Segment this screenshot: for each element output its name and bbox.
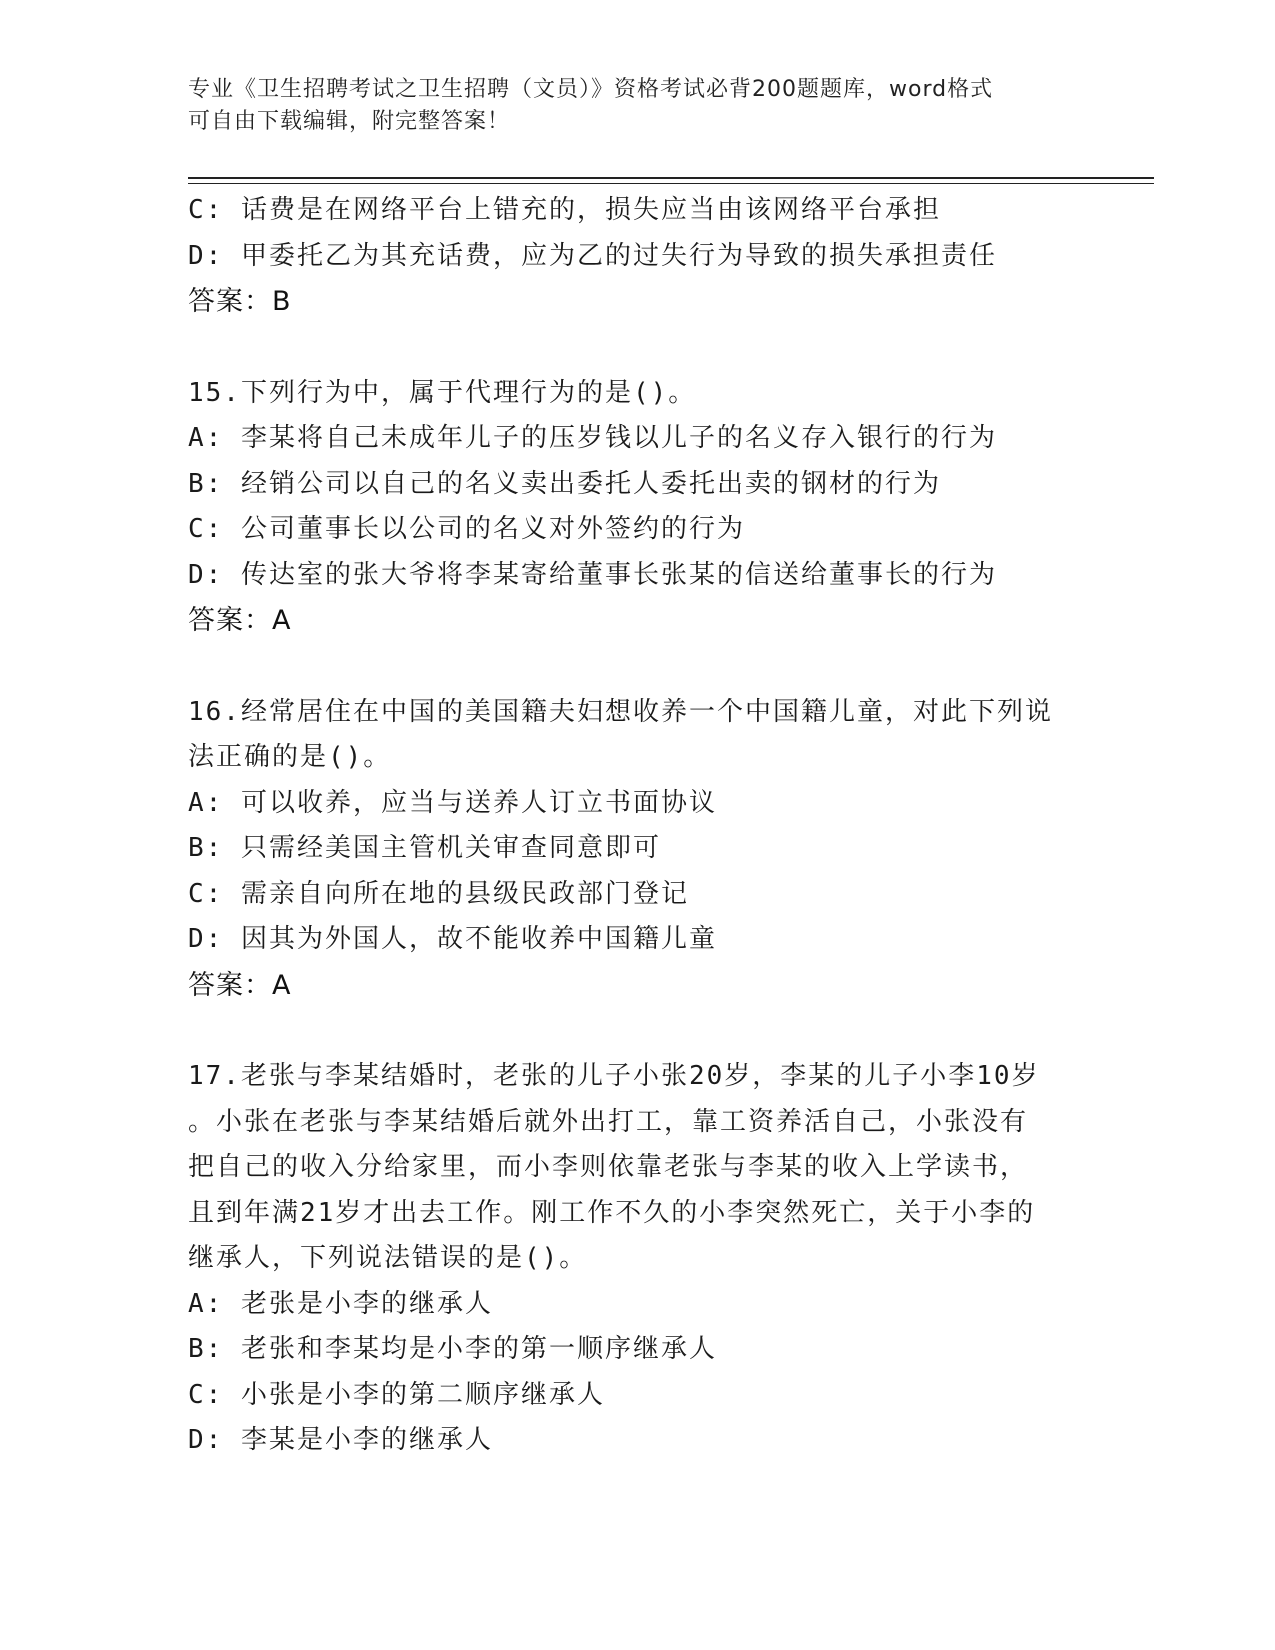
- option-b: B: 经销公司以自己的名义卖出委托人委托出卖的钢材的行为: [188, 468, 941, 499]
- question-15: [188, 371, 1088, 644]
- spacer: [188, 1008, 1088, 1054]
- option-d: D: 传达室的张大爷将李某寄给董事长张某的信送给董事长的行为: [188, 559, 997, 590]
- option-a: A: 可以收养，应当与送养人订立书面协议: [188, 787, 717, 818]
- option-c: C: 小张是小李的第二顺序继承人: [188, 1379, 605, 1410]
- option-c: C: 需亲自向所在地的县级民政部门登记: [188, 878, 689, 909]
- option-b: B: 老张和李某均是小李的第一顺序继承人: [188, 1334, 717, 1364]
- question-stem-line-1: 17.老张与李某结婚时，老张的儿子小张20岁，李某的儿子小李10岁: [188, 1061, 1040, 1091]
- question-stem-line-4: 且到年满21岁才出去工作。刚工作不久的小李突然死亡，关于小李的: [188, 1197, 1036, 1228]
- option-c: C: 话费是在网络平台上错充的，损失应当由该网络平台承担: [188, 195, 941, 225]
- question-list: [188, 188, 1088, 1464]
- option-b: B: 只需经美国主管机关审查同意即可: [188, 833, 661, 863]
- option-d: D: 李某是小李的继承人: [188, 1425, 493, 1455]
- question-17: [188, 1054, 1088, 1464]
- question-stem: 15.下列行为中，属于代理行为的是()。: [188, 377, 697, 408]
- header-divider-thick: [188, 177, 1154, 179]
- option-a: A: 李某将自己未成年儿子的压岁钱以儿子的名义存入银行的行为: [188, 423, 997, 453]
- question-stem-line-5: 继承人，下列说法错误的是()。: [188, 1243, 588, 1273]
- header-divider-thin: [188, 183, 1154, 184]
- header-line-2: 可自由下载编辑，附完整答案！: [188, 109, 511, 134]
- answer-line: 答案：B: [188, 286, 292, 317]
- question-16: [188, 690, 1088, 1009]
- option-a: A: 老张是小李的继承人: [188, 1288, 493, 1319]
- question-stem-line-2: 。小张在老张与李某结婚后就外出打工，靠工资养活自己，小张没有: [188, 1106, 1029, 1137]
- document-header: [188, 74, 1068, 138]
- header-line-1: 专业《卫生招聘考试之卫生招聘（文员）》资格考试必背200题题库，word格式: [188, 77, 994, 102]
- option-c: C: 公司董事长以公司的名义对外签约的行为: [188, 514, 745, 544]
- option-d: D: 因其为外国人，故不能收养中国籍儿童: [188, 924, 717, 954]
- answer-line: 答案：A: [188, 969, 292, 1001]
- spacer: [188, 644, 1088, 690]
- question-14-continued: [188, 188, 1088, 325]
- question-stem-line-3: 把自己的收入分给家里，而小李则依靠老张与李某的收入上学读书，: [188, 1152, 1029, 1182]
- question-stem-line-2: 法正确的是()。: [188, 742, 392, 772]
- option-d: D: 甲委托乙为其充话费，应为乙的过失行为导致的损失承担责任: [188, 240, 997, 271]
- answer-line: 答案：A: [188, 605, 292, 636]
- question-stem-line-1: 16.经常居住在中国的美国籍夫妇想收养一个中国籍儿童，对此下列说: [188, 696, 1053, 727]
- spacer: [188, 325, 1088, 371]
